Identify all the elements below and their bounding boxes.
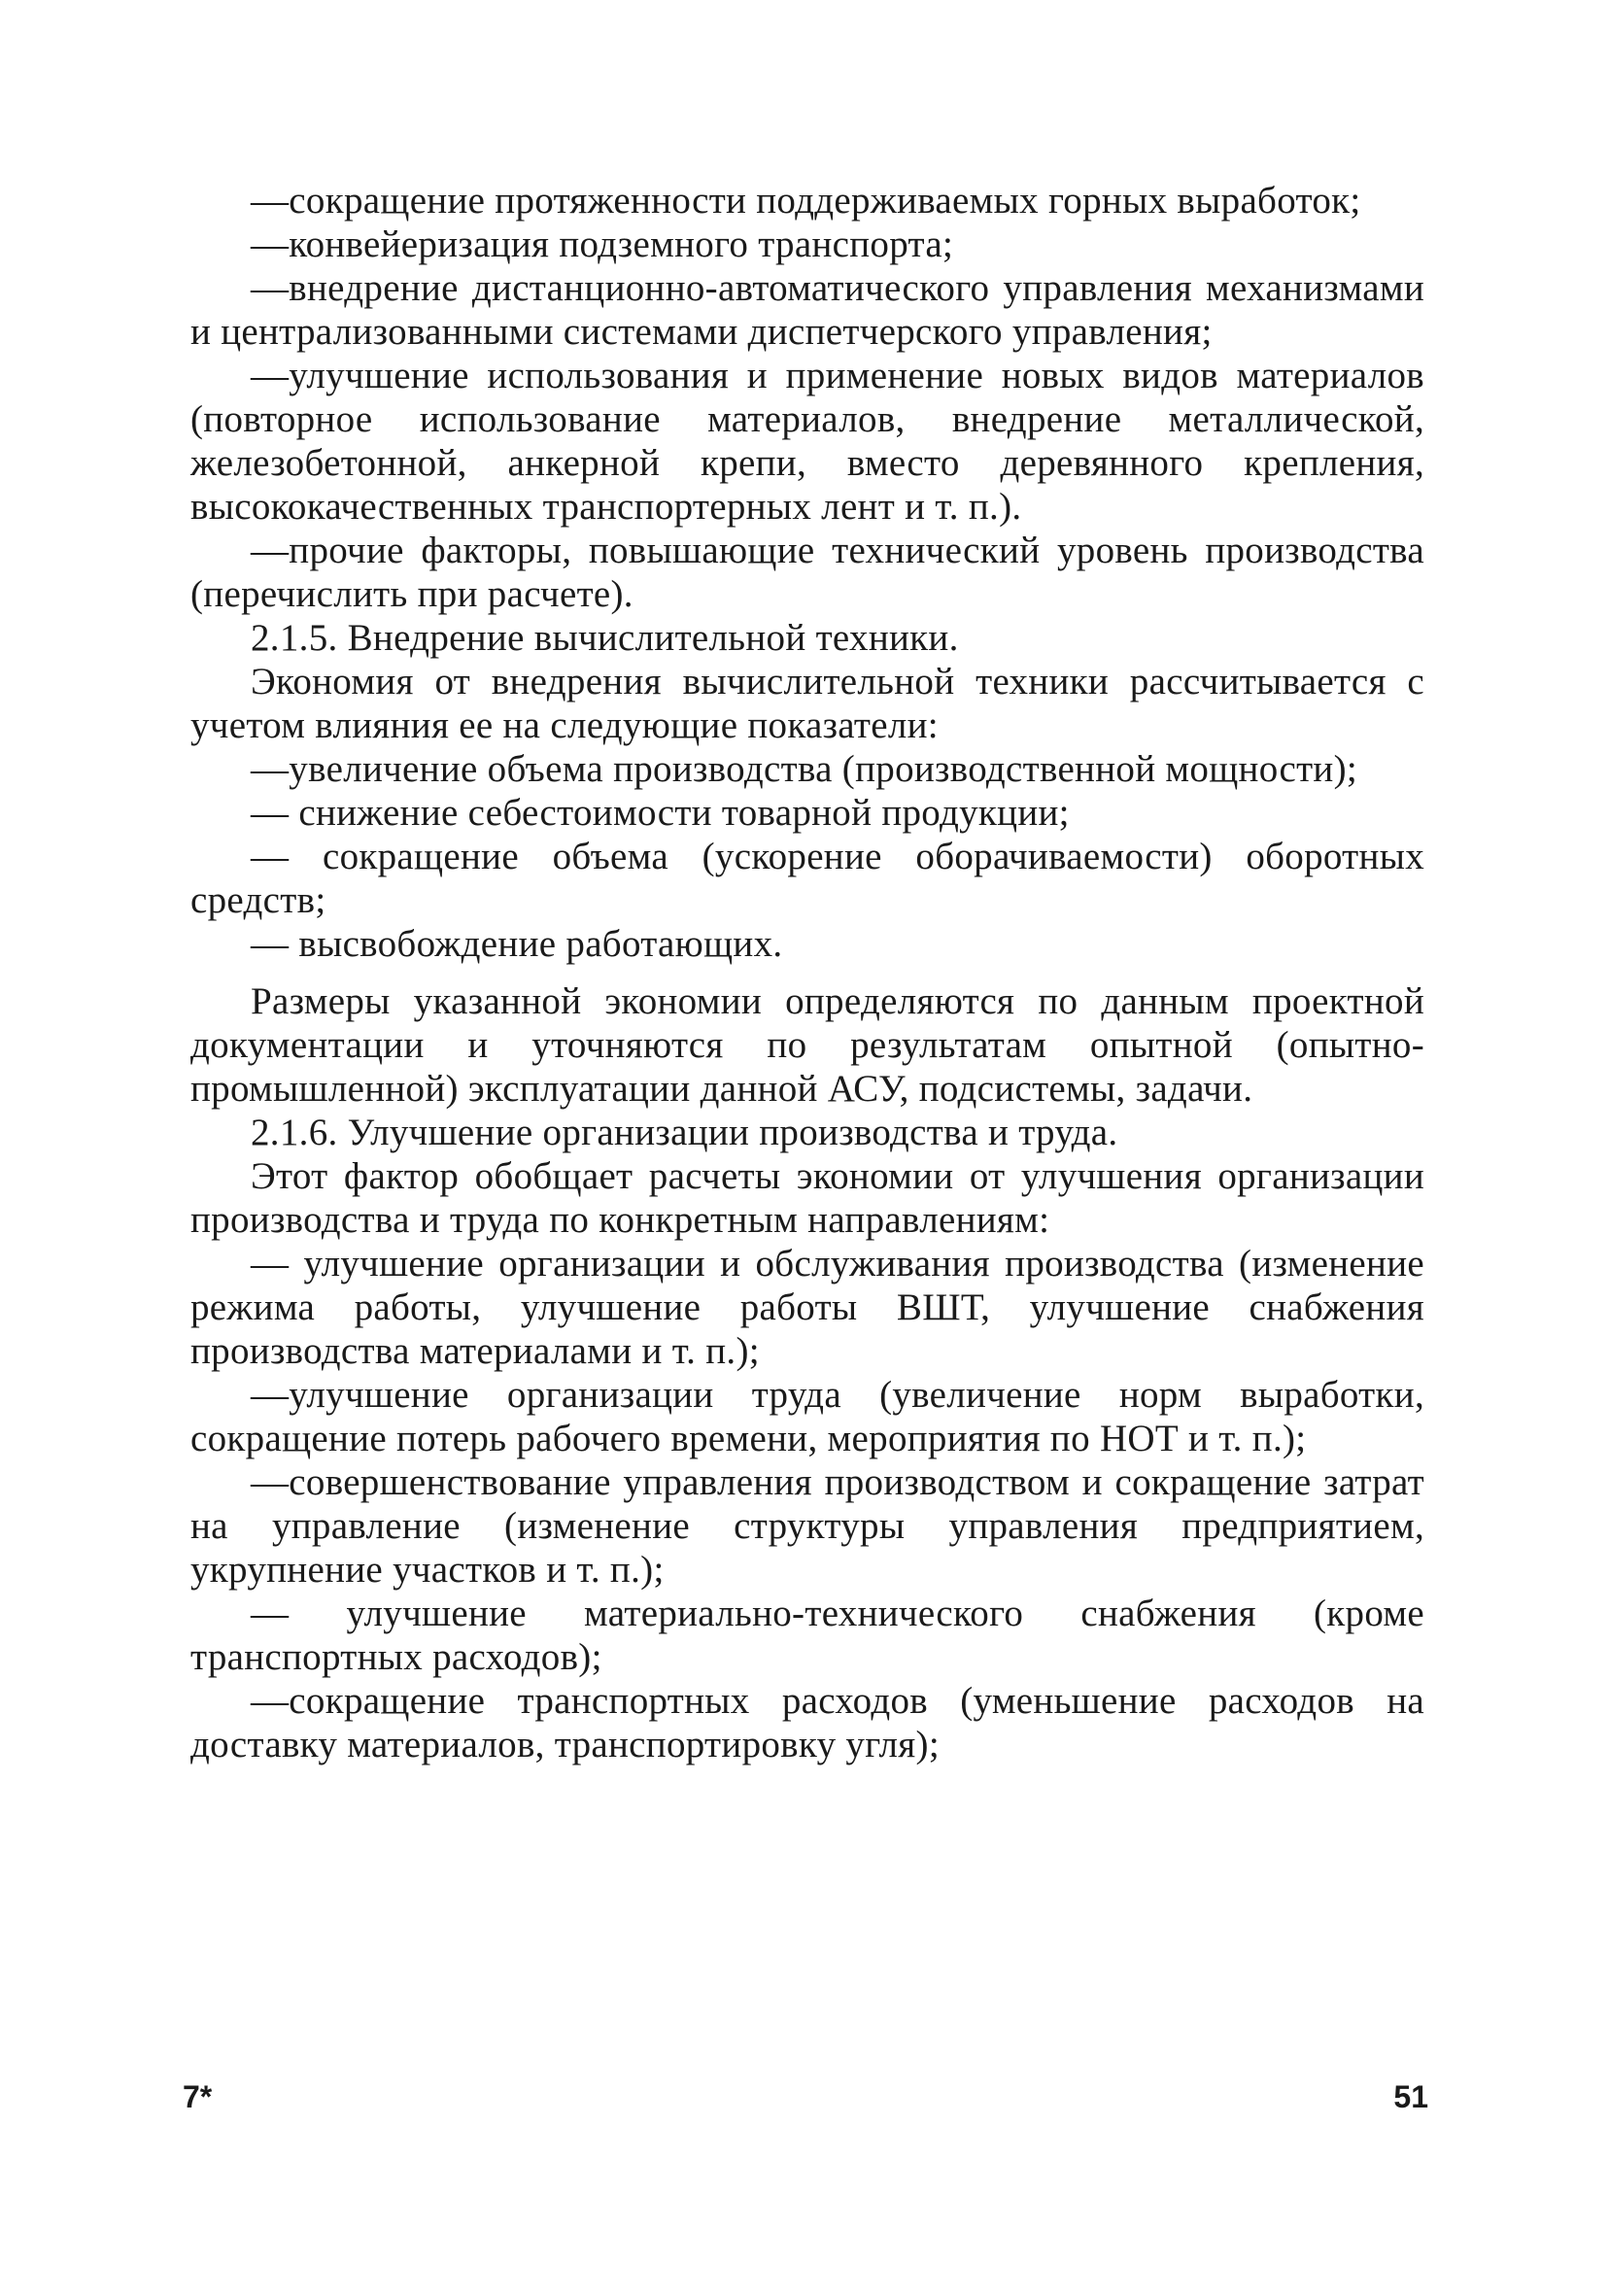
- bullet-paragraph: —сокращение протяженности поддерживаемых горных выработок;: [251, 180, 1361, 222]
- body-paragraph: Этот фактор обобщает расчеты экономии от улучшения организации производства и труда по конкретным направлениям:: [190, 1155, 1424, 1241]
- section-heading: 2.1.5. Внедрение вычислительной техники.: [251, 617, 959, 659]
- page-body: [190, 179, 1424, 1766]
- bullet-paragraph: —прочие факторы, повышающие технический уровень производства (перечислить при расчете).: [190, 530, 1424, 615]
- body-paragraph: Экономия от внедрения вычислительной техники рассчитывается с учетом влияния ее на следующие показатели:: [190, 661, 1424, 746]
- bullet-paragraph: —улучшение организации труда (увеличение норм выработки, сокращение потерь рабочего времени, мероприятия по НОТ и т. п.);: [190, 1374, 1424, 1459]
- bullet-paragraph: —увеличение объема производства (производственной мощности);: [251, 748, 1358, 790]
- body-paragraph: Размеры указанной экономии определяются по данным проектной документации и уточняются по результатам опытной (опытно-промышленной) эксплуатации данной АСУ, подсистемы, задачи.: [190, 980, 1424, 1110]
- bullet-paragraph: —улучшение использования и применение новых видов материалов (повторное использование материалов, внедрение металлической, железобетонной, анкерной крепи, вместо деревянного крепления, высококачественных транспортерных лент и т. п.).: [190, 355, 1424, 528]
- bullet-paragraph: — снижение себестоимости товарной продукции;: [251, 792, 1070, 834]
- bullet-paragraph: —сокращение транспортных расходов (уменьшение расходов на доставку материалов, транспортировку угля);: [190, 1680, 1424, 1765]
- bullet-paragraph: —совершенствование управления производством и сокращение затрат на управление (изменение структуры управления предприятием, укрупнение участков и т. п.);: [190, 1461, 1424, 1591]
- bullet-paragraph: —внедрение дистанционно-автоматического управления механизмами и централизованными системами диспетчерского управления;: [190, 267, 1424, 353]
- page-number: 51: [1393, 2079, 1428, 2114]
- bullet-paragraph: — высвобождение работающих.: [251, 923, 783, 965]
- section-heading: 2.1.6. Улучшение организации производства и труда.: [251, 1112, 1118, 1153]
- bullet-paragraph: — сокращение объема (ускорение оборачиваемости) оборотных средств;: [190, 836, 1424, 921]
- bullet-paragraph: —конвейеризация подземного транспорта;: [251, 223, 954, 265]
- bullet-paragraph: — улучшение материально-технического снабжения (кроме транспортных расходов);: [190, 1593, 1424, 1678]
- bullet-paragraph: — улучшение организации и обслуживания производства (изменение режима работы, улучшение работы ВШТ, улучшение снабжения производства материалами и т. п.);: [190, 1243, 1424, 1372]
- printer-signature: 7*: [183, 2079, 213, 2114]
